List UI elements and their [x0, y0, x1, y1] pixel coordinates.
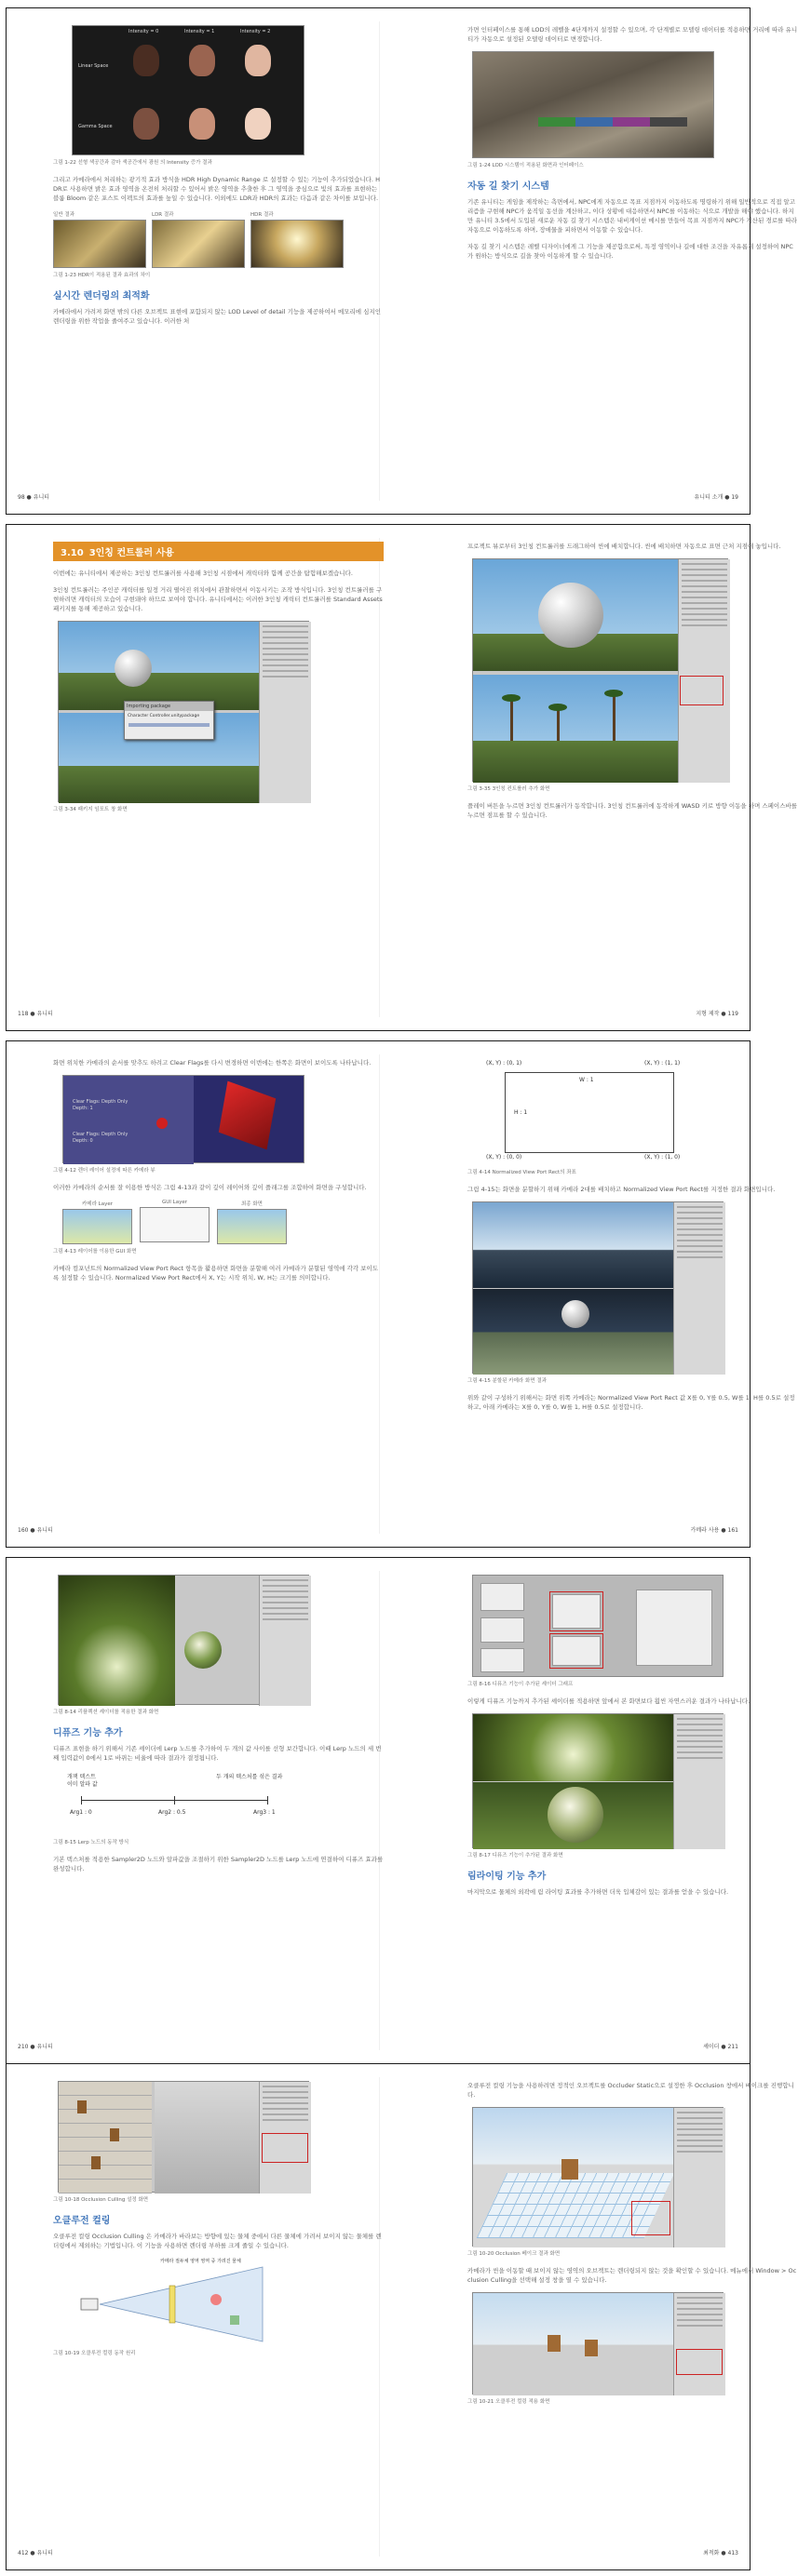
- body-paragraph: 이러한 카메라의 순서를 잘 이용한 방식은 그림 4-13과 같이 깊이 레이어와 깊이 플래그를 조합하여 화면을 구성합니다.: [53, 1184, 367, 1191]
- right-page: [467, 1058, 798, 1419]
- rect-label: H : 1: [514, 1109, 528, 1116]
- page-footer: 유니티 소개 ● 19: [694, 494, 738, 501]
- red-sphere: [156, 1118, 168, 1129]
- figure-caption: 그림 3-35 3인칭 컨트롤러 추가 화면: [467, 786, 550, 792]
- scene-view: [473, 2293, 673, 2395]
- page-footer: 카메라 사용 ● 161: [690, 1527, 738, 1534]
- palm-tree: [510, 699, 513, 741]
- page-label: 셰이더: [703, 2044, 720, 2050]
- page-footer: 412 ● 유니티: [18, 2550, 53, 2556]
- left-page: [53, 25, 384, 333]
- lerp-diagram: [62, 1770, 295, 1835]
- top-view: [473, 1202, 673, 1288]
- diffuse-sphere: [548, 1787, 603, 1843]
- box-object: [548, 2335, 561, 2352]
- unity-editor-screenshot: [472, 558, 728, 782]
- page-label: 유니티 소개: [694, 494, 724, 501]
- body-paragraph: 카메라가 씬을 이동할 때 보이지 않는 영역의 오브젝트는 렌더링되지 않는 것을 확인할 수 있습니다. 메뉴에서 Window > Occlusion Culling을 선택해 설정 창을 열 수 있습니다.: [467, 2267, 797, 2284]
- layer-label: Clear Flags: Depth Only: [73, 1099, 128, 1105]
- layer-title: 카메라 Layer: [81, 1201, 114, 1207]
- split-camera-screenshot: [472, 1201, 724, 1374]
- shader-node: [636, 1590, 712, 1666]
- left-page: [53, 1575, 384, 1881]
- spread-5: [6, 2063, 797, 2570]
- page-footer: 지형 제작 ● 119: [696, 1011, 738, 1017]
- right-page: [467, 542, 798, 827]
- figure-caption: 그림 10-19 오클루전 컬링 동작 원리: [53, 2351, 136, 2356]
- left-page: [53, 542, 384, 822]
- figure-caption: 그림 8-14 리플렉션 셰이더를 적용한 결과 화면: [53, 1710, 159, 1715]
- section-heading: 자동 길 찾기 시스템: [467, 181, 549, 192]
- scene-sphere: [538, 583, 603, 648]
- page-label: 유니티: [36, 1011, 53, 1017]
- right-page: [467, 25, 798, 268]
- hdr-image: [152, 220, 245, 268]
- spread-2: [6, 524, 798, 1031]
- hdr-label: 일반 결과: [53, 212, 75, 218]
- page-number: 161: [727, 1527, 738, 1534]
- highlight-box: [676, 2349, 723, 2375]
- shader-graph-screenshot: [472, 1575, 724, 1677]
- inspector-panel: [673, 2108, 725, 2247]
- figure-caption: 그림 4-15 분할된 카메라 화면 결과: [467, 1378, 547, 1384]
- body-paragraph: 3인칭 컨트롤러는 주인공 캐릭터를 일정 거리 떨어진 위치에서 관찰하면서 이동시키는 조작 방식입니다. 3인칭 컨트롤러를 구현하려면 캐릭터의 모습이 구현돼야 하므로 보여야 합니다. 유니티에서는 이러한 3인칭 캐릭터 컨트롤러를 Standard Assets 패키지를 통해 제공하고 있습니다.: [53, 586, 383, 612]
- box-object: [561, 2159, 578, 2180]
- scene-sphere: [561, 1300, 589, 1328]
- lerp-label: 두 개의 텍스처를 섞은 결과: [216, 1774, 283, 1780]
- lod-screenshot: [472, 51, 714, 158]
- page-footer: 98 ● 유니티: [18, 494, 50, 501]
- layer-comparison: [62, 1200, 384, 1244]
- body-paragraph: 자동 길 찾기 시스템은 레벨 디자이너에게 그 기능을 제공함으로써, 특정 영역이나 길에 대한 조건을 자유롭게 설정하여 NPC가 원하는 방식으로 길을 찾아 이동하게 할 수 있습니다.: [467, 243, 793, 260]
- figure-caption: 그림 4-12 렌더 레이어 설정에 따른 카메라 뷰: [53, 1168, 156, 1174]
- lod-ui-bar: [538, 117, 687, 127]
- page-label: 유니티: [36, 1527, 53, 1534]
- layer-image: [217, 1209, 287, 1244]
- layer-image: [140, 1207, 210, 1242]
- lerp-label: Arg3 : 1: [253, 1809, 276, 1816]
- dialog-text: Character Controller.unitypackage: [128, 714, 200, 718]
- rect-label: (X, Y) : (0, 1): [486, 1060, 522, 1067]
- body-paragraph: 이렇게 디퓨즈 기능까지 추가된 셰이더를 적용하면 앞에서 본 화면보다 훨씬 자연스러운 결과가 나타납니다.: [467, 1697, 751, 1705]
- section-heading: 디퓨즈 기능 추가: [53, 1728, 123, 1738]
- figure-caption: 그림 8-17 디퓨즈 기능이 추가된 결과 화면: [467, 1853, 563, 1858]
- figure-caption: 그림 4-14 Normalized View Port Rect의 좌표: [467, 1170, 576, 1175]
- face-lighting-figure: [72, 25, 304, 155]
- figure-caption: 그림 10-20 Occlusion 베이크 결과 화면: [467, 2251, 561, 2257]
- page-number: 19: [731, 494, 738, 501]
- unity-editor-screenshot: [58, 621, 309, 802]
- shader-node: [480, 1583, 524, 1611]
- lerp-tick: [81, 1796, 82, 1805]
- figure-caption: 그림 1-23 HDR이 적용된 결과 효과의 차이: [53, 273, 151, 278]
- body-paragraph: 오클루전 컬링 Occlusion Culling 은 카메라가 바라보는 방향에 있는 물체 중에서 다른 물체에 가려서 보이지 않는 물체를 렌더링에서 제외하는 기법입니다. 이 기능을 사용하면 렌더링 부하를 크게 줄일 수 있습니다.: [53, 2233, 382, 2249]
- figure-caption: 그림 8-15 Lerp 노드의 동작 방식: [53, 1840, 129, 1845]
- figure-caption: 그림 8-16 디퓨즈 기능이 추가된 셰이더 그래프: [467, 1682, 574, 1687]
- highlight-box: [549, 1633, 603, 1669]
- layer-image: [62, 1209, 132, 1244]
- figure-label: Intensity = 0: [128, 29, 159, 34]
- box-object: [585, 2340, 598, 2356]
- face-render: [245, 45, 271, 76]
- section-title: 3인칭 컨트롤러 사용: [88, 548, 174, 558]
- body-paragraph: 카메라 컴포넌트의 Normalized View Port Rect 항목을 활용하면 화면을 분할해 여러 카메라가 분할된 영역에 각각 보이도록 설정할 수 있습니다. Normalized View Port Rect에서 X, Y는 시작 위치, W, H는 크기를 의미합니다.: [53, 1265, 379, 1281]
- palm-tree: [557, 708, 560, 741]
- section-heading: 실시간 렌더링의 최적화: [53, 291, 150, 302]
- page-number: 412: [18, 2550, 29, 2556]
- rect-label: (X, Y) : (1, 1): [644, 1060, 681, 1067]
- occlusion-screenshot: [58, 2081, 309, 2193]
- rect-label: (X, Y) : (1, 0): [644, 1154, 681, 1161]
- diffuse-screenshot: [472, 1713, 724, 1848]
- page-label: 유니티: [36, 2044, 53, 2050]
- figure-caption: 그림 3-34 패키지 임포트 창 화면: [53, 807, 128, 812]
- page-footer: 최적화 ● 413: [703, 2550, 738, 2556]
- body-paragraph: 기본 텍스처를 적용한 Sampler2D 노드와 알파값을 조절하기 위한 Sampler2D 노드를 Lerp 노드에 연결하여 디퓨즈 효과를 완성합니다.: [53, 1856, 384, 1872]
- section-heading: 오클루전 컬링: [53, 2216, 111, 2226]
- spread-4: [6, 1557, 751, 2064]
- page-label: 최적화: [703, 2550, 720, 2556]
- hidden-object: [210, 2294, 222, 2305]
- body-paragraph: 카메라에서 가려져 화면 밖의 다른 오브젝트 표현에 포함되지 않는 LOD Level of detail 기능을 제공하여서 메모리에 심지인 렌더링을 위한 작업을 줄여주고 있습니다. 이러한 처: [53, 308, 381, 325]
- figure-label: Intensity = 1: [184, 29, 215, 34]
- figure-label: Intensity = 2: [240, 29, 271, 34]
- frustum-shape: [62, 2258, 295, 2346]
- page-label: 유니티: [33, 494, 50, 501]
- figure-caption: 그림 10-21 오클루전 컬링 적용 화면: [467, 2399, 550, 2405]
- left-page: [53, 2081, 384, 2366]
- face-render: [245, 108, 271, 140]
- layer-title: GUI Layer: [162, 1200, 187, 1205]
- highlight-box: [680, 676, 724, 705]
- body-paragraph: 위와 같이 구성하기 위해서는 화면 위쪽 카메라는 Normalized View Port Rect 값 X를 0, Y를 0.5, W를 1, H를 0.5로 설정하고, 아래 카메라는 X를 0, Y를 0, W를 1, H를 0.5로 설정합니다.: [467, 1394, 795, 1411]
- shader-node: [480, 1648, 524, 1672]
- face-render: [133, 45, 159, 76]
- inspector-panel: [678, 559, 730, 783]
- inspector-panel: [673, 1202, 725, 1375]
- figure-caption: 그림 10-18 Occlusion Culling 설정 화면: [53, 2197, 149, 2203]
- lerp-tick: [174, 1796, 175, 1805]
- highlight-box: [262, 2133, 308, 2163]
- row-label: Linear Space: [78, 63, 109, 69]
- highlight-box: [549, 1591, 603, 1631]
- row-label: Gamma Space: [78, 124, 113, 129]
- face-render: [189, 108, 215, 140]
- body-paragraph: 마지막으로 물체의 외곽에 림 라이팅 효과를 추가하면 더욱 입체감이 있는 결과를 얻을 수 있습니다.: [467, 1888, 729, 1896]
- lerp-tick: [267, 1796, 268, 1805]
- box-object: [91, 2156, 101, 2169]
- hdr-label: LDR 결과: [152, 212, 174, 218]
- viewport-rect: [505, 1072, 674, 1153]
- body-paragraph: 이번에는 유니티에서 제공하는 3인칭 컨트롤러를 사용해 3인칭 시점에서 캐릭터와 함께 공간을 탐험해보겠습니다.: [53, 570, 353, 577]
- page-number: 118: [18, 1011, 29, 1017]
- lerp-label: Arg1 : 0: [70, 1809, 92, 1816]
- hdr-image: [53, 220, 146, 268]
- body-paragraph: 그리고 카메라에서 처리하는 광기적 효과 방식을 HDR High Dynamic Range 로 설정할 수 있는 기능이 추가되었습니다. HDR로 사용하면 밝은 효과 영역을 온전히 처리할 수 있어서 밝은 영역을 추출한 후 그 영역을 중심으로 빛의 효과를 표현하는 블룸 Bloom 같은 포스트 이펙트의 효과를 높일 수 있습니다. 이외에도 LDR과 HDR의 효과는 다음과 같은 차이를 보입니다.: [53, 176, 380, 202]
- hdr-label: HDR 결과: [250, 212, 274, 218]
- page-label: 카메라 사용: [690, 1527, 720, 1534]
- forest-view: [473, 1714, 673, 1781]
- palm-tree: [613, 694, 615, 741]
- layer-label: Depth: 1: [73, 1106, 93, 1111]
- inspector-panel: [259, 622, 311, 803]
- lerp-label: 개잭 텍스트: [67, 1774, 96, 1780]
- reflection-sphere: [184, 1631, 222, 1669]
- frustum-area: [100, 2267, 263, 2341]
- figure-caption: 그림 1-24 LOD 시스템이 적용된 화면과 인터페이스: [467, 163, 584, 168]
- body-paragraph: 그림 4-15는 화면을 분할하기 위해 카메라 2대를 배치하고 Normalized View Port Rect를 지정한 결과 화면입니다.: [467, 1186, 776, 1193]
- figure-caption: 그림 1-22 선형 색공간과 감마 색공간에서 광원 의 Intensity 증가 결과: [53, 160, 212, 166]
- inspector-panel: [673, 1714, 725, 1849]
- section-number: 3.10: [61, 548, 84, 558]
- face-render: [133, 108, 159, 140]
- body-paragraph: 가면 인터페이스를 통해 LOD의 레벨을 4단계까지 설정할 수 있으며, 각 단계별로 모델링 데이터를 적용하면 거리에 따라 유니티가 자동으로 설정된 오델링 데이터로 변경합니다.: [467, 26, 798, 43]
- hdr-comparison: [53, 210, 384, 268]
- page-footer: 118 ● 유니티: [18, 1011, 53, 1017]
- layer-label: Depth: 0: [73, 1138, 93, 1144]
- lerp-label: 이미 알파 값: [67, 1781, 98, 1788]
- frustum-label: 카메라 절두체 영역 영역 중 가려진 물체: [160, 2259, 241, 2264]
- shader-node: [480, 1617, 524, 1643]
- box-object: [77, 2100, 87, 2113]
- frustum-diagram: [62, 2258, 295, 2346]
- page-label: 지형 제작: [696, 1011, 720, 1017]
- camera-body: [81, 2299, 98, 2310]
- cube-render: [219, 1081, 276, 1150]
- left-page: [53, 1058, 384, 1290]
- grid-view: [59, 2082, 152, 2194]
- dialog-progress: [128, 723, 210, 727]
- occlusion-result-screenshot: [472, 2292, 724, 2395]
- dialog-title: Importing package: [125, 702, 213, 711]
- rect-label: W : 1: [579, 1077, 594, 1083]
- visible-object: [230, 2315, 239, 2325]
- spread-1: [6, 7, 798, 515]
- game-view-left: [63, 1076, 194, 1164]
- forest-view: [59, 1576, 175, 1706]
- game-ground: [59, 766, 259, 803]
- page-number: 160: [18, 1527, 29, 1534]
- page-number: 119: [727, 1011, 738, 1017]
- page-number: 211: [727, 2044, 738, 2050]
- occluder-bar: [169, 2286, 175, 2323]
- reflection-screenshot: [58, 1575, 309, 1705]
- body-paragraph: 플레이 버튼을 누르면 3인칭 컨트롤러가 동작합니다. 3인칭 컨트롤러에 동작하게 WASD 키로 방향 이동을 하며 스페이스바를 누르면 점프를 할 수 있습니다.: [467, 802, 798, 819]
- hdr-image: [250, 220, 344, 268]
- viewport-rect-diagram: [477, 1058, 710, 1165]
- page-number: 98: [18, 494, 25, 501]
- figure-caption: 그림 4-13 레이어를 이용한 GUI 화면: [53, 1249, 137, 1254]
- right-page: [467, 1575, 798, 1904]
- page-footer: 160 ● 유니티: [18, 1527, 53, 1534]
- page-number: 210: [18, 2044, 29, 2050]
- spread-3: [6, 1040, 795, 1548]
- layer-title: 최종 화면: [240, 1201, 263, 1207]
- game-view-figure: [62, 1075, 304, 1163]
- inspector-panel: [673, 2293, 725, 2395]
- perspective-view: [155, 2082, 259, 2194]
- page-label: 유니티: [36, 2550, 53, 2556]
- layer-label: Clear Flags: Depth Only: [73, 1132, 128, 1137]
- import-dialog: [124, 701, 214, 740]
- box-object: [110, 2128, 119, 2141]
- scene-sphere: [115, 650, 152, 687]
- body-paragraph: 오클루전 컬링 기능을 사용하려면 정적인 오브젝트를 Occluder Static으로 설정한 후 Occlusion 창에서 베이크를 진행합니다.: [467, 2082, 794, 2099]
- section-heading: 림라이팅 기능 추가: [467, 1872, 547, 1882]
- body-paragraph: 프로젝트 뷰로부터 3인칭 컨트롤러를 드래그하여 씬에 배치합니다. 씬에 배치하면 자동으로 표면 근처 지점에 놓입니다.: [467, 543, 781, 550]
- inspector-panel: [259, 1576, 311, 1706]
- highlight-box: [631, 2201, 670, 2235]
- rect-label: (X, Y) : (0, 0): [486, 1154, 522, 1161]
- face-render: [189, 45, 215, 76]
- body-paragraph: 기존 유니티는 게임을 제작하는 측면에서, NPC에게 자동으로 목표 지점까지 이동하도록 명령하기 위해 일반적으로 직접 알고리즘을 구현해 NPC가 움직일 동선을 계산하고, 이다 상황에 대응하면서 NPC를 이동하는 식으로 개발을 해야 했습니다. 하지만 유니티 3.5에서 도입된 새로운 자동 길 찾기 시스템은 내비게이션 메시를 만들어 목표 지점까지 NPC가 계산된 경로를 따라 자동으로 이동하도록 하며, 장애물을 피하면서 이동할 수 있습니다.: [467, 198, 797, 234]
- lerp-label: Arg2 : 0.5: [158, 1809, 186, 1816]
- page-number: 413: [727, 2550, 738, 2556]
- occlusion-bake-screenshot: [472, 2107, 724, 2247]
- section-banner: [53, 542, 384, 561]
- body-paragraph: 화면 위치한 카메라의 순서를 맞추도 하려고 Clear Flags를 다시 변경하면 이번에는 한쪽은 화면이 보이도록 나타납니다.: [53, 1059, 372, 1067]
- game-ground: [473, 741, 678, 783]
- body-paragraph: 디퓨즈 표현을 하기 위해서 기존 셰이더에 Lerp 노드를 추가하여 두 개의 값 사이를 선형 보간합니다. 이때 Lerp 노드의 세 번째 입력값이 0에서 1로 바뀌는 비율에 따라 결과가 결정됩니다.: [53, 1745, 382, 1762]
- page-footer: 셰이더 ● 211: [703, 2044, 738, 2050]
- page-footer: 210 ● 유니티: [18, 2044, 53, 2050]
- right-page: [467, 2081, 798, 2414]
